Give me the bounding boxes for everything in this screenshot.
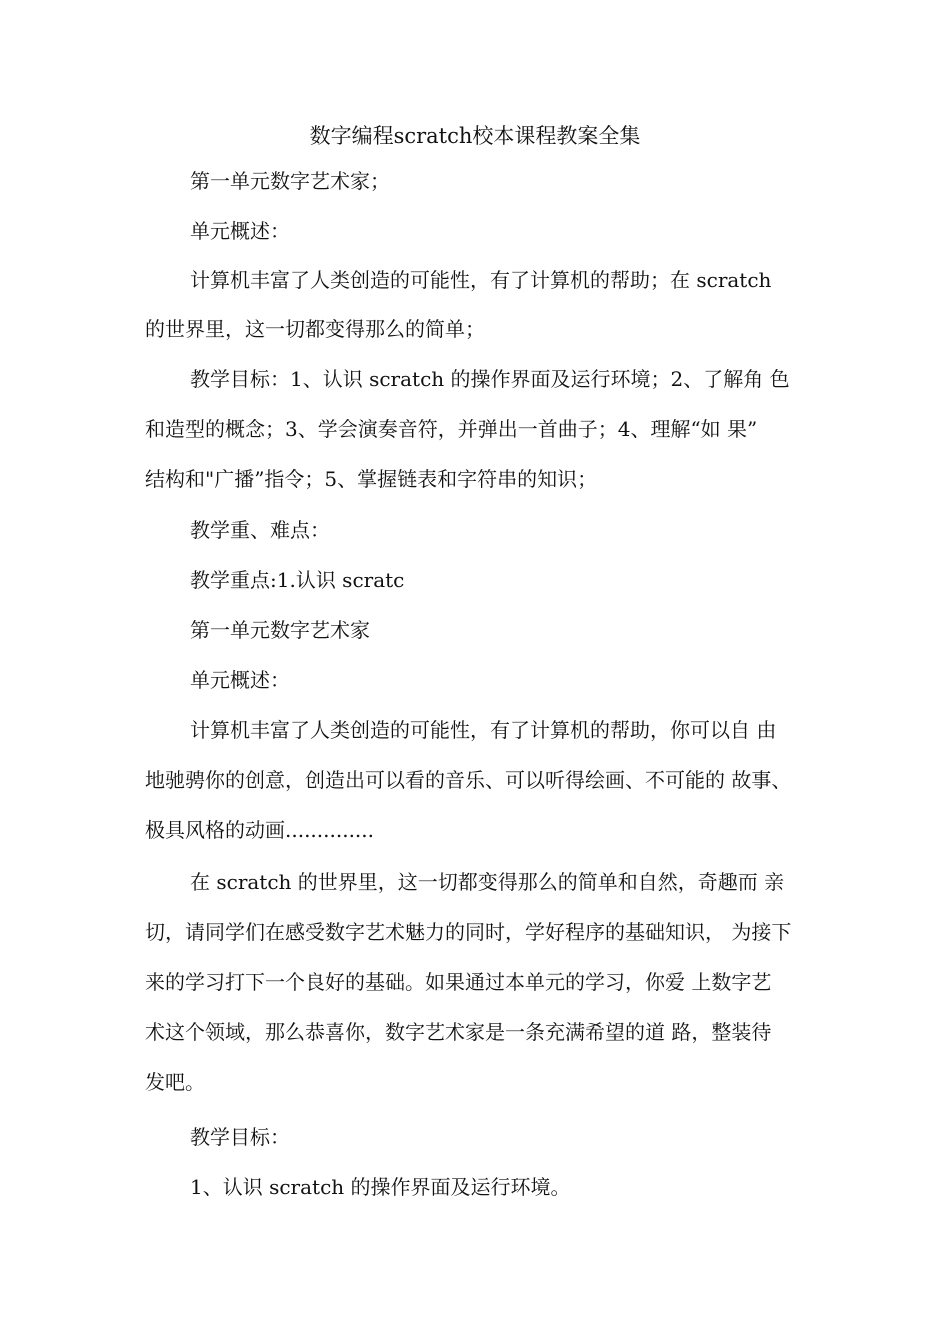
- text-line: 单元概述：: [190, 668, 290, 692]
- text-line: 结构和"广播”指令；5、掌握链表和字符串的知识；: [145, 467, 598, 491]
- text-line: 地驰骋你的创意，创造出可以看的音乐、可以听得绘画、不可能的 故事、: [145, 768, 792, 792]
- text-line: 的世界里，这一切都变得那么的简单；: [145, 317, 485, 341]
- text-line: 和造型的概念；3、学会演奏音符，并弹出一首曲子；4、理解“如 果”: [145, 417, 758, 441]
- text-line: 单元概述：: [190, 219, 290, 243]
- text-line: 第一单元数字艺术家: [190, 618, 370, 642]
- text-line: 计算机丰富了人类创造的可能性，有了计算机的帮助，你可以自 由: [190, 718, 777, 742]
- text-line: 发吧。: [145, 1070, 205, 1094]
- text-line: 第一单元数字艺术家；: [190, 169, 390, 193]
- text-line: 来的学习打下一个良好的基础。如果通过本单元的学习，你爱 上数字艺: [145, 970, 772, 994]
- text-line: 计算机丰富了人类创造的可能性，有了计算机的帮助；在 scratch: [190, 268, 772, 292]
- text-line: 教学重点:1.认识 scratc: [190, 568, 405, 592]
- text-line: 在 scratch 的世界里，这一切都变得那么的简单和自然，奇趣而 亲: [190, 870, 785, 894]
- text-line: 教学目标：1、认识 scratch 的操作界面及运行环境；2、了解角 色: [190, 367, 790, 391]
- text-line: 1、认识 scratch 的操作界面及运行环境。: [190, 1175, 571, 1199]
- text-line: 术这个领域，那么恭喜你，数字艺术家是一条充满希望的道 路，整装待: [145, 1020, 772, 1044]
- text-line: 极具风格的动画..............: [145, 818, 375, 842]
- document-title: 数字编程scratch校本课程教案全集: [309, 124, 641, 148]
- text-line: 切，请同学们在感受数字艺术魅力的同时，学好程序的基础知识， 为接下: [145, 920, 792, 944]
- text-line: 教学重、难点：: [190, 518, 330, 542]
- text-line: 教学目标：: [190, 1125, 290, 1149]
